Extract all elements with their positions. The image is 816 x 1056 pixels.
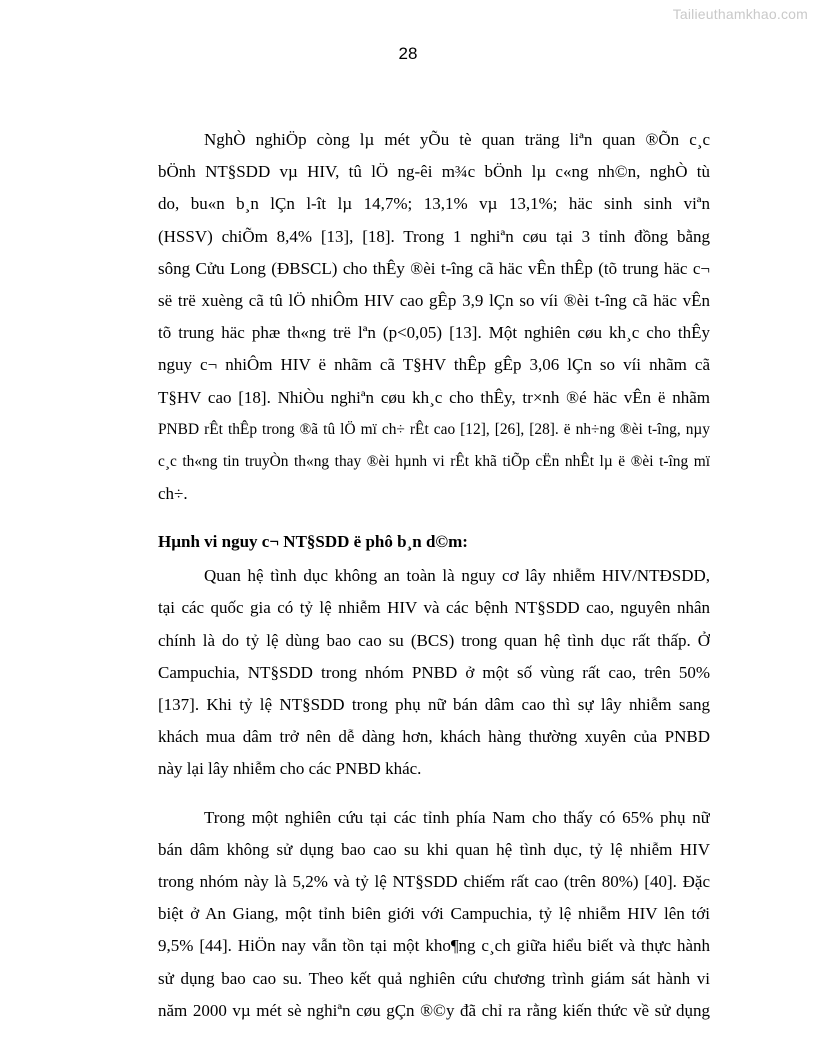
text-line: Trong một nghiên cứu tại các tỉnh phía Nam cho thấy có 65% phụ nữ xyxy=(204,807,710,827)
text-line: së trë xuèng cã tû lÖ nhiÔm HIV cao gÊp 3,9 lÇn so víi ®èi t-îng cã häc vÊn xyxy=(158,290,710,310)
text-line: bán dâm không sử dụng bao cao su khi quan hệ tình dục, tỷ lệ nhiễm HIV xyxy=(158,839,710,859)
text-line: PNBD rÊt thÊp trong ®ã tû lÖ mï ch÷ rÊt cao [12], [26], [28]. ë nh÷ng ®èi t-îng, nµy xyxy=(158,420,710,438)
text-line: 9,5% [44]. HiÖn nay vẫn tồn tại một kho¶ng c¸ch giữa hiểu biết và thực hành xyxy=(158,936,710,956)
text-line: trong nhóm này là 5,2% và tỷ lệ NT§SDD chiếm rất cao (trên 80%) [40]. Đặc xyxy=(158,871,710,891)
text-line: c¸c th«ng tin truyÒn th«ng thay ®èi hµnh vi rÊt khã tiÕp cËn nhÊt lµ ë ®èi t-îng mï xyxy=(158,452,710,470)
text-line: này lại lây nhiễm cho các PNBD khác. xyxy=(158,759,422,779)
text-line: Quan hệ tình dục không an toàn là nguy cơ lây nhiễm HIV/NTĐSDD, xyxy=(204,566,710,586)
section-heading: Hµnh vi nguy c¬ NT§SDD ë phô b¸n d©m: xyxy=(158,532,468,552)
text-line: tõ trung häc phæ th«ng trë lªn (p<0,05) [13]. Một nghiên cøu kh¸c cho thÊy xyxy=(158,323,710,343)
text-line: Campuchia, NT§SDD trong nhóm PNBD ở một số vùng rất cao, trên 50% xyxy=(158,662,710,682)
text-line: khách mua dâm trở nên dễ dàng hơn, khách hàng thường xuyên của PNBD xyxy=(158,727,710,747)
text-line: T§HV cao [18]. NhiÒu nghiªn cøu kh¸c cho thÊy, tr×nh ®é häc vÊn ë nhãm xyxy=(158,387,710,407)
text-line: [137]. Khi tỷ lệ NT§SDD trong phụ nữ bán dâm cao thì sự lây nhiễm sang xyxy=(158,695,710,714)
document-body xyxy=(158,124,710,1027)
page-number: 28 xyxy=(398,44,418,63)
text-line: ch÷. xyxy=(158,484,188,504)
watermark: Tailieuthamkhao.com xyxy=(672,6,808,22)
paragraph-unsafe-sex xyxy=(158,560,710,785)
text-line: (HSSV) chiÕm 8,4% [13], [18]. Trong 1 nghiªn cøu tại 3 tỉnh đồng bằng xyxy=(158,226,710,246)
paragraph-southern-provinces xyxy=(158,802,710,1027)
text-line: sử dụng bao cao su. Theo kết quả nghiên cứu chương trình giám sát hành vi xyxy=(158,968,710,988)
text-line: sông Cửu Long (ĐBSCL) cho thÊy ®èi t-îng cã häc vÊn thÊp (tõ trung häc c¬ xyxy=(158,258,710,278)
text-line: do, bu«n b¸n lÇn l-ît lµ 14,7%; 13,1% vµ 13,1%; häc sinh sinh viªn xyxy=(158,194,710,214)
text-line: nguy c¬ nhiÔm HIV ë nhãm cã T§HV thÊp gÊp 3,06 lÇn so víi nhãm cã xyxy=(158,355,710,375)
text-line: chính là do tỷ lệ dùng bao cao su (BCS) trong quan hệ tình dục rất thấp. Ở xyxy=(158,630,710,650)
paragraph-occupation xyxy=(158,124,710,510)
text-line: năm 2000 vµ mét sè nghiªn cøu gÇn ®©y đã chỉ ra rằng kiến thức về sử dụng xyxy=(158,1000,710,1020)
text-line: NghÒ nghiÖp còng lµ mét yÕu tè quan träng liªn quan ®Õn c¸c xyxy=(204,130,710,149)
text-line: bÖnh NT§SDD vµ HIV, tû lÖ ng-êi m¾c bÖnh lµ c«ng nh©n, nghÒ tù xyxy=(158,162,710,182)
text-line: tại các quốc gia có tỷ lệ nhiễm HIV và các bệnh NT§SDD cao, nguyên nhân xyxy=(158,598,710,618)
paragraph-spacer xyxy=(158,786,710,802)
text-line: biệt ở An Giang, một tỉnh biên giới với Campuchia, tỷ lệ nhiễm HIV lên tới xyxy=(158,904,710,924)
